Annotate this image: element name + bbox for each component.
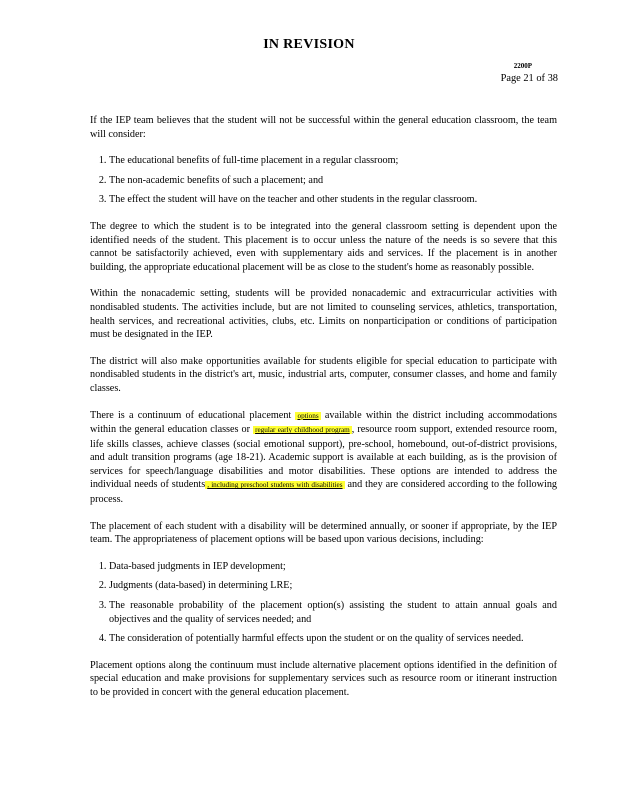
list-item: 3. The effect the student will have on the teacher and other students in the regular classroom. (109, 193, 557, 207)
highlighted-revision: options (297, 411, 319, 420)
continuum-text: available within the district including accommodations within the general education classes or (90, 409, 557, 436)
highlighted-revision: , including preschool students with disabilities (207, 481, 343, 490)
considerations-list (90, 154, 557, 207)
highlighted-revision: regular early childhood program (255, 426, 350, 435)
list-item: 3. The reasonable probability of the placement option(s) assisting the student to attain annual goals and objectives and the quality of services needed; and (109, 599, 557, 626)
decisions-list (90, 560, 557, 646)
list-item: 2. The non-academic benefits of such a placement; and (109, 174, 557, 188)
continuum-paragraph (90, 409, 557, 507)
list-item: 1. Data-based judgments in IEP development; (109, 560, 557, 574)
placement-options-paragraph: Placement options along the continuum must include alternative placement options identified in the definition of special education and make provisions for supplementary services such as resource room or itinerant instruction to be provided in concert with the general education placement. (90, 659, 557, 698)
continuum-text: and they are considered according to the following process. (90, 479, 558, 506)
intro-paragraph: If the IEP team believes that the student will not be successful within the general education classroom, the team will consider: (90, 115, 557, 140)
continuum-text: There is a continuum of educational placement (90, 409, 296, 421)
placement-paragraph: The placement of each student with a disability will be determined annually, or sooner if appropriate, by the IEP team. The appropriateness of placement options will be based upon various decisions, including: (90, 520, 557, 546)
continuum-text: , resource room support, extended resource room, life skills classes, achieve classes (social emotional support), pre-school, homebound, out-of-district provisions, and adult transition programs (age 18-21). Academic support is available at each building, as is the provision of services for speech/language disabilities and motor disabilities. These options are intended to address the individual needs of students (90, 424, 557, 491)
page-title: IN REVISION (263, 37, 355, 52)
list-item: 4. The consideration of potentially harmful effects upon the student or on the quality of services needed. (109, 632, 557, 646)
document-body (90, 114, 557, 713)
page-number: Page 21 of 38 (500, 73, 558, 84)
district-paragraph: The district will also make opportunities available for students eligible for special education to participate with nondisabled students in the district's art, music, industrial arts, computer, consumer classes, and home and family classes. (90, 355, 557, 394)
list-item: 2. Judgments (data-based) in determining LRE; (109, 579, 557, 593)
integration-paragraph: The degree to which the student is to be integrated into the general classroom setting is dependent upon the identified needs of the student. This placement is to occur unless the nature of the needs is so severe that this cannot be satisfactorily achieved, even with supplementary aids and services. If the placement is in another building, the appropriate educational placement will be as close to the student's home as reasonably possible. (90, 220, 557, 273)
list-item: 1. The educational benefits of full-time placement in a regular classroom; (109, 154, 557, 168)
nonacademic-paragraph: Within the nonacademic setting, students will be provided nonacademic and extracurricular activities with nondisabled students. The activities include, but are not limited to counseling services, athletics, transportation, health services, and recreational activities, clubs, etc. Limits on nonparticipation or conditions of participation must be designated in the IEP. (90, 288, 557, 341)
document-id: 2200P (513, 62, 532, 70)
